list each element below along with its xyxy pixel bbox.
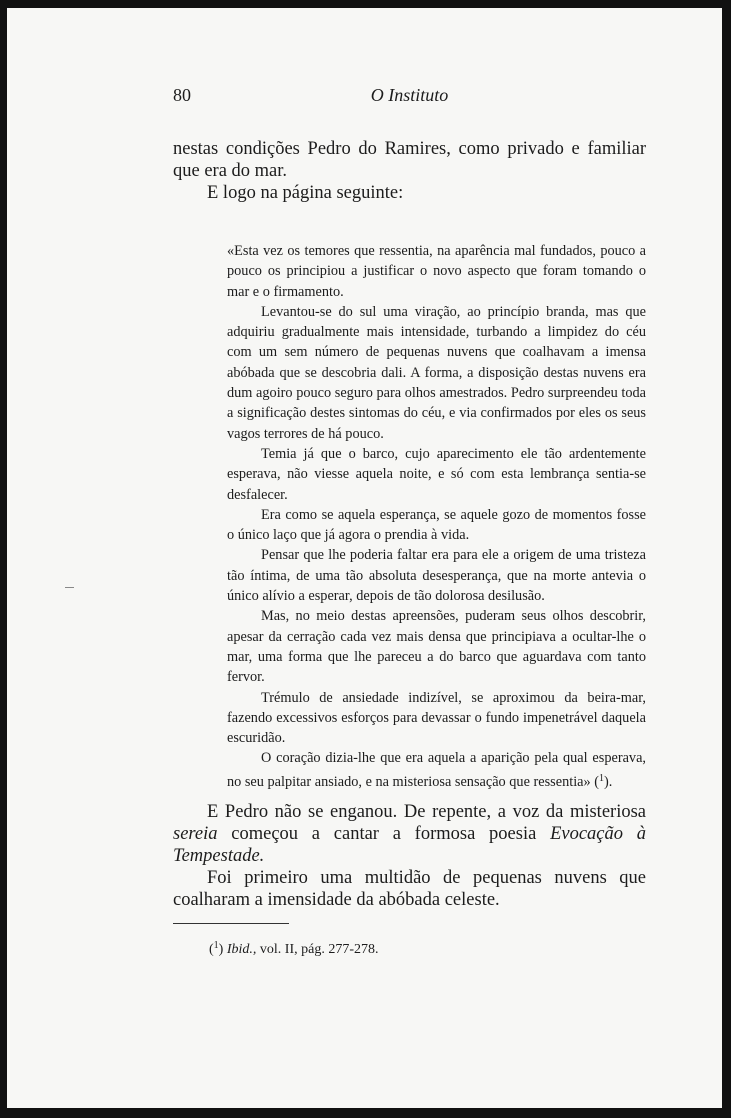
italic-poem-title: Evocação à Tempestade.: [173, 824, 646, 866]
quote-paragraph: Era como se aquela esperança, se aquele gozo de momentos fosse o único laço que já agora o prendia à vida.: [227, 506, 646, 544]
footnote-source: Ibid.,: [226, 942, 257, 957]
footnote-open-paren: (: [209, 942, 214, 957]
quote-paragraph: Trémulo de ansiedade indizível, se aproximou da beira-mar, fazendo excessivos esforços para devassar o fundo impenetrável daquela escuridão.: [227, 689, 646, 747]
paragraph-nuvens: Foi primeiro uma multidão de pequenas nuvens que coalharam a imensidade da abóbada celeste.: [173, 868, 646, 910]
running-title: O Instituto: [370, 85, 449, 105]
quote-paragraph: «Esta vez os temores que ressentia, na aparência mal fundados, pouco a pouco os principiou a justificar o novo aspecto que foram tomando o mar e o firmamento.: [227, 243, 646, 300]
footnote-mark: 1: [213, 940, 219, 951]
quote-paragraph: Pensar que lhe poderia faltar era para ele a origem de uma tristeza tão íntima, de uma tão absoluta desesperança, que na morte antevia o único alívio a esperar, depois de tão dolorosa desilusão.: [227, 547, 646, 605]
footnote-close-paren: ): [218, 942, 224, 957]
quote-last-text: O coração dizia-lhe que era aquela a aparição pela qual esperava, no seu palpitar ansiado, e na misteriosa sensação que ressentia» (: [227, 750, 646, 790]
margin-mark: [65, 587, 74, 588]
page-number: 80: [173, 85, 191, 105]
quote-closing: ).: [604, 773, 613, 790]
quote-paragraph-last: [227, 748, 646, 792]
quote-paragraph: Mas, no meio destas apreensões, puderam seus olhos descobrir, apesar da cerração cada vez mais densa que principiava a ocultar-lhe o mar, uma forma que lhe pareceu a do barco que aguardava com tanto fervor.: [227, 608, 646, 686]
page-header: [173, 85, 646, 109]
footnote-reference-text: vol. II, pág. 277-278.: [259, 942, 379, 957]
paragraph-sereia-start: E Pedro não se enganou. De repente, a voz da misteriosa: [207, 802, 646, 822]
quote-paragraph: Temia já que o barco, cujo aparecimento ele tão ardentemente esperava, não viesse aquela noite, e só com esta lembrança sentia-se desfalecer.: [227, 445, 646, 503]
italic-sereia: sereia: [173, 824, 218, 844]
footnote-rule: [173, 923, 289, 924]
footnote: [209, 936, 609, 960]
block-quote: [227, 241, 646, 792]
quote-paragraph: Levantou-se do sul uma viração, ao princípio branda, mas que adquiriu gradualmente mais intensidade, turbando a limpidez do céu com um sem número de pequenas nuvens que coalhavam a imensa abóbada que se descobria dali. A forma, a disposição destas nuvens era dum agoiro pouco seguro para olhos amestrados. Pedro surpreendeu toda a significação destes sintomas do céu, e via confirmados por eles os seus vagos terrores de há pouco.: [227, 303, 646, 442]
paragraph-continuation: nestas condições Pedro do Ramires, como privado e familiar que era do mar.: [173, 139, 646, 181]
paragraph-intro: E logo na página seguinte:: [207, 183, 404, 203]
footnote-reference: 1: [599, 772, 604, 784]
main-text-after-quote: [173, 801, 646, 911]
paragraph-sereia: [173, 801, 646, 867]
page: [7, 8, 722, 1108]
paragraph-sereia-mid: começou a cantar a formosa poesia: [217, 824, 551, 844]
